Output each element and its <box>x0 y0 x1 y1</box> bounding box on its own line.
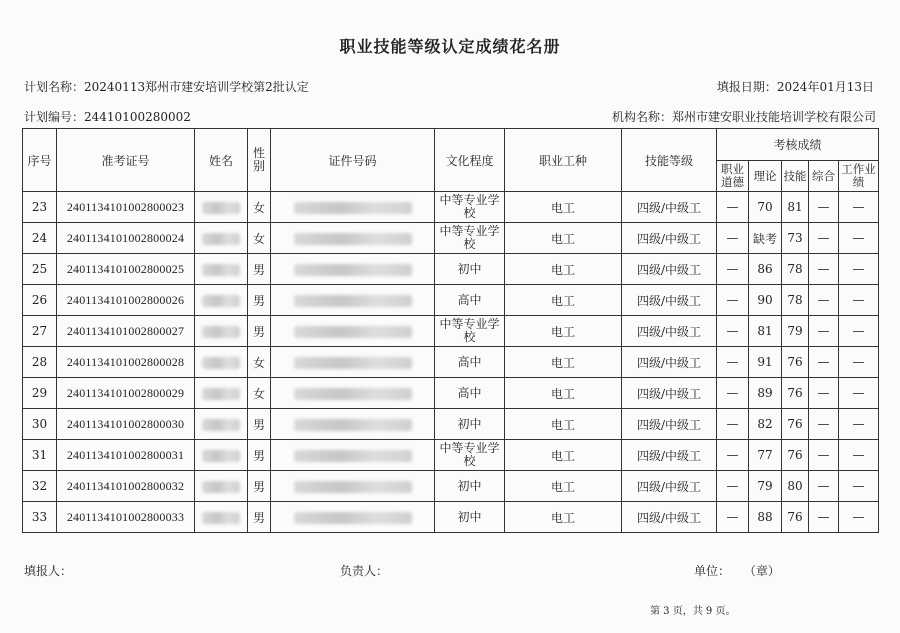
cell-trade: 电工 <box>505 316 622 347</box>
fill-date-value: 2024年01月13日 <box>776 80 874 94</box>
cell-performance: — <box>839 440 879 471</box>
cell-exam-no: 2401134101002800025 <box>57 254 195 285</box>
header-id-no: 证件号码 <box>271 129 435 192</box>
table-row <box>23 471 879 502</box>
cell-education: 高中 <box>435 378 505 409</box>
cell-ethics: — <box>717 409 749 440</box>
cell-name <box>195 347 248 378</box>
cell-skill: 80 <box>782 471 809 502</box>
table-row <box>23 254 879 285</box>
cell-id-no <box>271 285 435 316</box>
cell-ethics: — <box>717 471 749 502</box>
cell-exam-no: 2401134101002800030 <box>57 409 195 440</box>
cell-trade: 电工 <box>505 347 622 378</box>
redacted-name <box>202 295 240 307</box>
table-row <box>23 347 879 378</box>
cell-seq: 26 <box>23 285 57 316</box>
cell-level: 四级/中级工 <box>622 316 717 347</box>
cell-skill: 76 <box>782 502 809 533</box>
cell-id-no <box>271 254 435 285</box>
cell-trade: 电工 <box>505 409 622 440</box>
table-row <box>23 285 879 316</box>
cell-theory: 70 <box>749 192 782 223</box>
cell-theory: 79 <box>749 471 782 502</box>
cell-exam-no: 2401134101002800028 <box>57 347 195 378</box>
cell-id-no <box>271 409 435 440</box>
cell-seq: 23 <box>23 192 57 223</box>
cell-seq: 28 <box>23 347 57 378</box>
responsible-label: 负责人： <box>340 564 389 578</box>
cell-skill: 76 <box>782 440 809 471</box>
table-row <box>23 223 879 254</box>
cell-performance: — <box>839 378 879 409</box>
cell-id-no <box>271 471 435 502</box>
cell-exam-no: 240113410100280002З <box>57 192 195 223</box>
cell-exam-no: 2401134101002800031 <box>57 440 195 471</box>
cell-gender: 女 <box>248 378 271 409</box>
cell-gender: 男 <box>248 440 271 471</box>
filler-label: 填报人： <box>24 564 73 578</box>
header-level: 技能等级 <box>622 129 717 192</box>
cell-ethics: — <box>717 347 749 378</box>
cell-name <box>195 378 248 409</box>
cell-seq: 27 <box>23 316 57 347</box>
redacted-name <box>202 357 240 369</box>
cell-theory: 88 <box>749 502 782 533</box>
cell-education: 中等专业学校 <box>435 316 505 347</box>
cell-ethics: — <box>717 316 749 347</box>
cell-theory: 81 <box>749 316 782 347</box>
cell-level: 四级/中级工 <box>622 378 717 409</box>
cell-id-no <box>271 502 435 533</box>
cell-seq: 29 <box>23 378 57 409</box>
page-title: 职业技能等级认定成绩花名册 <box>339 37 561 56</box>
cell-id-no <box>271 192 435 223</box>
redacted-id-number <box>294 264 412 276</box>
cell-skill: 76 <box>782 347 809 378</box>
plan-name-value: 20240113郑州市建安培训学校第2批认定 <box>84 80 309 94</box>
redacted-id-number <box>294 295 412 307</box>
cell-performance: — <box>839 316 879 347</box>
cell-theory: 90 <box>749 285 782 316</box>
cell-trade: 电工 <box>505 440 622 471</box>
table-row <box>23 192 879 223</box>
cell-trade: 电工 <box>505 502 622 533</box>
redacted-name <box>202 450 240 462</box>
plan-number-label: 计划编号： <box>24 110 85 124</box>
header-trade: 职业工种 <box>505 129 622 192</box>
plan-name-label: 计划名称： <box>24 80 85 94</box>
cell-trade: 电工 <box>505 471 622 502</box>
cell-theory: 86 <box>749 254 782 285</box>
cell-name <box>195 502 248 533</box>
cell-trade: 电工 <box>505 254 622 285</box>
header-scores: 考核成绩 <box>717 129 879 161</box>
cell-education: 初中 <box>435 409 505 440</box>
cell-id-no <box>271 378 435 409</box>
cell-trade: 电工 <box>505 192 622 223</box>
redacted-id-number <box>294 512 412 524</box>
cell-performance: — <box>839 502 879 533</box>
plan-name <box>24 78 309 95</box>
cell-level: 四级/中级工 <box>622 347 717 378</box>
cell-seq: 30 <box>23 409 57 440</box>
cell-education: 中等专业学校 <box>435 440 505 471</box>
cell-seq: 24 <box>23 223 57 254</box>
redacted-name <box>202 388 240 400</box>
cell-level: 四级/中级工 <box>622 285 717 316</box>
cell-skill: 76 <box>782 409 809 440</box>
cell-level: 四级/中级工 <box>622 192 717 223</box>
header-exam-no: 准考证号 <box>57 129 195 192</box>
cell-trade: 电工 <box>505 223 622 254</box>
redacted-id-number <box>294 481 412 493</box>
cell-id-no <box>271 316 435 347</box>
cell-level: 四级/中级工 <box>622 440 717 471</box>
cell-id-no <box>271 347 435 378</box>
cell-education: 中等专业学校 <box>435 192 505 223</box>
cell-theory: 77 <box>749 440 782 471</box>
cell-exam-no: 2401134101002800029 <box>57 378 195 409</box>
cell-exam-no: 2401134101002800032 <box>57 471 195 502</box>
cell-seq: 25 <box>23 254 57 285</box>
redacted-name <box>202 512 240 524</box>
cell-performance: — <box>839 223 879 254</box>
redacted-id-number <box>294 388 412 400</box>
cell-name <box>195 471 248 502</box>
redacted-name <box>202 481 240 493</box>
seal-placeholder: （章） <box>743 564 780 578</box>
cell-name <box>195 316 248 347</box>
cell-skill: 76 <box>782 378 809 409</box>
header-overall: 综合 <box>809 161 839 192</box>
header-seq: 序号 <box>23 129 57 192</box>
cell-seq: 32 <box>23 471 57 502</box>
cell-education: 高中 <box>435 285 505 316</box>
cell-trade: 电工 <box>505 285 622 316</box>
cell-ethics: — <box>717 223 749 254</box>
header-theory: 理论 <box>749 161 782 192</box>
cell-level: 四级/中级工 <box>622 471 717 502</box>
cell-performance: — <box>839 471 879 502</box>
redacted-id-number <box>294 419 412 431</box>
cell-ethics: — <box>717 502 749 533</box>
cell-name <box>195 440 248 471</box>
cell-ethics: — <box>717 192 749 223</box>
cell-exam-no: 2401134101002800024 <box>57 223 195 254</box>
cell-ethics: — <box>717 378 749 409</box>
cell-ethics: — <box>717 254 749 285</box>
cell-overall: — <box>809 192 839 223</box>
cell-theory: 91 <box>749 347 782 378</box>
cell-level: 四级/中级工 <box>622 223 717 254</box>
cell-overall: — <box>809 347 839 378</box>
redacted-id-number <box>294 202 412 214</box>
header-gender: 性别 <box>248 129 271 192</box>
cell-overall: — <box>809 285 839 316</box>
score-roster-table <box>22 128 879 533</box>
cell-performance: — <box>839 409 879 440</box>
cell-name <box>195 285 248 316</box>
cell-overall: — <box>809 471 839 502</box>
table-row <box>23 440 879 471</box>
cell-exam-no: 2401134101002800027 <box>57 316 195 347</box>
cell-performance: — <box>839 347 879 378</box>
table-row <box>23 378 879 409</box>
cell-skill: 81 <box>782 192 809 223</box>
table-row <box>23 502 879 533</box>
cell-level: 四级/中级工 <box>622 254 717 285</box>
cell-theory: 82 <box>749 409 782 440</box>
plan-number-value: 24410100280002 <box>84 110 191 124</box>
page-indicator: 第 3 页，共 9 页。 <box>650 606 736 617</box>
unit-signature <box>694 562 780 579</box>
redacted-id-number <box>294 357 412 369</box>
cell-id-no <box>271 223 435 254</box>
cell-overall: — <box>809 440 839 471</box>
redacted-id-number <box>294 450 412 462</box>
redacted-name <box>202 202 240 214</box>
organization-value: 郑州市建安职业技能培训学校有限公司 <box>671 110 876 124</box>
cell-theory: 89 <box>749 378 782 409</box>
header-performance: 工作业绩 <box>839 161 879 192</box>
cell-overall: — <box>809 254 839 285</box>
header-skill: 技能 <box>782 161 809 192</box>
cell-ethics: — <box>717 285 749 316</box>
cell-skill: 79 <box>782 316 809 347</box>
plan-number <box>24 108 191 125</box>
table-row <box>23 409 879 440</box>
cell-education: 初中 <box>435 254 505 285</box>
cell-education: 初中 <box>435 471 505 502</box>
header-ethics: 职业道德 <box>717 161 749 192</box>
cell-theory: 缺考 <box>749 223 782 254</box>
cell-seq: 33 <box>23 502 57 533</box>
redacted-name <box>202 264 240 276</box>
fill-date-label: 填报日期： <box>716 80 777 94</box>
cell-exam-no: 2401134101002800026 <box>57 285 195 316</box>
roster-body <box>23 192 879 533</box>
cell-overall: — <box>809 409 839 440</box>
cell-gender: 男 <box>248 316 271 347</box>
cell-education: 初中 <box>435 502 505 533</box>
cell-overall: — <box>809 223 839 254</box>
redacted-name <box>202 233 240 245</box>
cell-gender: 女 <box>248 223 271 254</box>
header-name: 姓名 <box>195 129 248 192</box>
cell-overall: — <box>809 378 839 409</box>
cell-name <box>195 254 248 285</box>
fill-date <box>717 78 874 95</box>
redacted-id-number <box>294 233 412 245</box>
redacted-id-number <box>294 326 412 338</box>
redacted-name <box>202 419 240 431</box>
redacted-name <box>202 326 240 338</box>
cell-overall: — <box>809 502 839 533</box>
cell-level: 四级/中级工 <box>622 502 717 533</box>
cell-education: 高中 <box>435 347 505 378</box>
cell-gender: 男 <box>248 502 271 533</box>
cell-id-no <box>271 440 435 471</box>
cell-trade: 电工 <box>505 378 622 409</box>
cell-gender: 男 <box>248 285 271 316</box>
table-row <box>23 316 879 347</box>
cell-performance: — <box>839 192 879 223</box>
cell-performance: — <box>839 285 879 316</box>
cell-exam-no: 2401134101002800033 <box>57 502 195 533</box>
cell-skill: 73 <box>782 223 809 254</box>
cell-skill: 78 <box>782 254 809 285</box>
cell-seq: 31 <box>23 440 57 471</box>
cell-performance: — <box>839 254 879 285</box>
cell-overall: — <box>809 316 839 347</box>
unit-label: 单位： <box>694 564 731 578</box>
cell-ethics: — <box>717 440 749 471</box>
organization-label: 机构名称： <box>611 110 672 124</box>
cell-gender: 男 <box>248 471 271 502</box>
cell-gender: 女 <box>248 347 271 378</box>
cell-name <box>195 409 248 440</box>
header-education: 文化程度 <box>435 129 505 192</box>
cell-level: 四级/中级工 <box>622 409 717 440</box>
cell-name <box>195 192 248 223</box>
cell-gender: 男 <box>248 409 271 440</box>
cell-gender: 男 <box>248 254 271 285</box>
cell-education: 中等专业学校 <box>435 223 505 254</box>
cell-skill: 78 <box>782 285 809 316</box>
organization <box>612 108 876 125</box>
cell-gender: 女 <box>248 192 271 223</box>
cell-name <box>195 223 248 254</box>
